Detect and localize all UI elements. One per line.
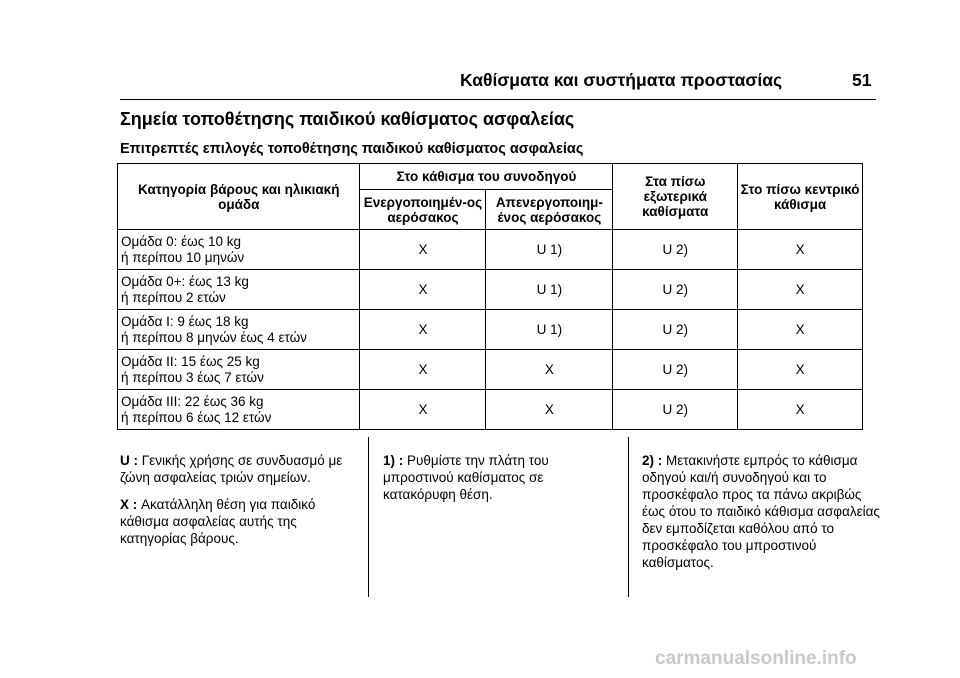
note-1: 1) : Ρυθμίστε την πλάτη του μπροστινού καθίσματος σε κατακόρυφη θέση. — [383, 453, 549, 502]
airbag-active-cell: X — [360, 270, 486, 310]
rear-center-cell: X — [738, 390, 863, 430]
header-rear-center-seat: Στο πίσω κεντρικό κάθισμα — [738, 164, 863, 230]
running-header-title: Καθίσματα και συστήματα προστασίας — [460, 70, 783, 90]
header-airbag-active: Ενεργοποιημέν-ος αερόσακος — [360, 190, 486, 230]
weight-group-cell: Ομάδα 0+: έως 13 kg ή περίπου 2 ετών — [118, 270, 360, 310]
rear-center-cell: X — [738, 310, 863, 350]
airbag-inactive-cell: U 1) — [486, 310, 613, 350]
notes-column-2 — [383, 452, 608, 513]
table-row — [118, 270, 863, 310]
rear-outer-cell: U 2) — [613, 310, 738, 350]
weight-group-cell: Ομάδα 0: έως 10 kg ή περίπου 10 μηνών — [118, 230, 360, 270]
rear-center-cell: X — [738, 230, 863, 270]
airbag-active-cell: X — [360, 310, 486, 350]
watermark: carmanualsonline.info — [655, 648, 857, 669]
rear-outer-cell: U 2) — [613, 270, 738, 310]
child-seat-table — [117, 163, 863, 430]
airbag-inactive-cell: X — [486, 350, 613, 390]
airbag-inactive-cell: X — [486, 390, 613, 430]
airbag-inactive-cell: U 1) — [486, 270, 613, 310]
table-row — [118, 350, 863, 390]
section-title: Σημεία τοποθέτησης παιδικού καθίσματος ασφαλείας — [120, 109, 575, 129]
rear-outer-cell: U 2) — [613, 350, 738, 390]
airbag-active-cell: X — [360, 390, 486, 430]
table-row — [118, 230, 863, 270]
note-2: 2) : Μετακινήστε εμπρός το κάθισμα οδηγού και/ή συνοδηγού και το προσκέφαλο προς τα πάνω ακριβώς έως ότου το παιδικό κάθισμα ασφαλείας δεν εμποδίζεται καθόλου από το προσκέφαλο του μπροστινού καθίσματος. — [642, 453, 880, 570]
weight-group-cell: Ομάδα I: 9 έως 18 kg ή περίπου 8 μηνών έως 4 ετών — [118, 310, 360, 350]
rear-center-cell: X — [738, 350, 863, 390]
header-front-passenger-seat: Στο κάθισμα του συνοδηγού — [360, 164, 613, 190]
column-divider — [368, 437, 369, 597]
rear-outer-cell: U 2) — [613, 390, 738, 430]
table-caption: Επιτρεπτές επιλογές τοποθέτησης παιδικού καθίσματος ασφαλείας — [120, 141, 584, 157]
header-weight-group: Κατηγορία βάρους και ηλικιακή ομάδα — [118, 164, 360, 230]
header-airbag-inactive: Απενεργοποιημ-ένος αερόσακος — [486, 190, 613, 230]
airbag-active-cell: X — [360, 350, 486, 390]
column-divider — [628, 437, 629, 597]
weight-group-cell: Ομάδα III: 22 έως 36 kg ή περίπου 6 έως 12 ετών — [118, 390, 360, 430]
note-x: X : Ακατάλληλη θέση για παιδικό κάθισμα ασφαλείας αυτής της κατηγορίας βάρους. — [120, 497, 316, 546]
header-rule — [120, 99, 876, 100]
weight-group-cell: Ομάδα II: 15 έως 25 kg ή περίπου 3 έως 7 ετών — [118, 350, 360, 390]
notes-column-1 — [120, 452, 360, 557]
rear-center-cell: X — [738, 270, 863, 310]
table-row — [118, 390, 863, 430]
page-number: 51 — [852, 70, 872, 90]
notes-column-3 — [642, 452, 880, 581]
airbag-active-cell: X — [360, 230, 486, 270]
table-row — [118, 310, 863, 350]
airbag-inactive-cell: U 1) — [486, 230, 613, 270]
rear-outer-cell: U 2) — [613, 230, 738, 270]
note-u: U : Γενικής χρήσης σε συνδυασμό με ζώνη ασφαλείας τριών σημείων. — [120, 453, 343, 485]
header-rear-outer-seats: Στα πίσω εξωτερικά καθίσματα — [613, 164, 738, 230]
